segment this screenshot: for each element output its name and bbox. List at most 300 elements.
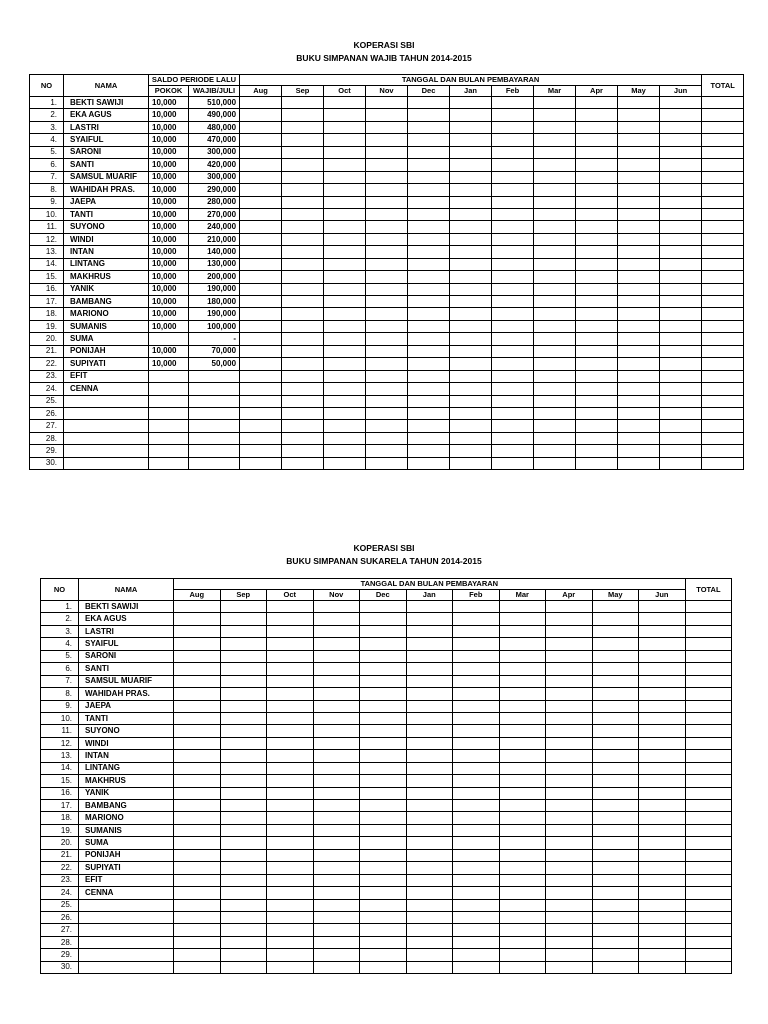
payment-cell-mar[interactable] [499, 775, 546, 787]
payment-cell-oct[interactable] [267, 800, 314, 812]
payment-cell-may[interactable] [618, 445, 660, 457]
payment-cell-jan[interactable] [450, 146, 492, 158]
payment-cell-sep[interactable] [220, 663, 267, 675]
payment-cell-apr[interactable] [546, 949, 593, 961]
payment-cell-sep[interactable] [282, 171, 324, 183]
total-cell[interactable] [685, 911, 732, 923]
total-cell[interactable] [685, 725, 732, 737]
payment-cell-nov[interactable] [313, 887, 360, 899]
payment-cell-jun[interactable] [639, 775, 686, 787]
payment-cell-apr[interactable] [546, 824, 593, 836]
payment-cell-aug[interactable] [240, 109, 282, 121]
payment-cell-feb[interactable] [453, 663, 500, 675]
payment-cell-mar[interactable] [499, 787, 546, 799]
payment-cell-nov[interactable] [313, 775, 360, 787]
payment-cell-sep[interactable] [220, 849, 267, 861]
payment-cell-aug[interactable] [174, 787, 221, 799]
payment-cell-apr[interactable] [546, 613, 593, 625]
payment-cell-dec[interactable] [360, 688, 407, 700]
total-cell[interactable] [685, 625, 732, 637]
payment-cell-jan[interactable] [406, 924, 453, 936]
payment-cell-nov[interactable] [313, 650, 360, 662]
payment-cell-nov[interactable] [313, 688, 360, 700]
payment-cell-sep[interactable] [282, 159, 324, 171]
payment-cell-may[interactable] [618, 271, 660, 283]
payment-cell-feb[interactable] [453, 924, 500, 936]
payment-cell-mar[interactable] [534, 283, 576, 295]
payment-cell-feb[interactable] [492, 308, 534, 320]
payment-cell-sep[interactable] [282, 333, 324, 345]
payment-cell-may[interactable] [618, 333, 660, 345]
payment-cell-may[interactable] [592, 936, 639, 948]
payment-cell-apr[interactable] [576, 383, 618, 395]
payment-cell-jun[interactable] [639, 862, 686, 874]
payment-cell-aug[interactable] [240, 457, 282, 469]
payment-cell-jan[interactable] [406, 725, 453, 737]
payment-cell-jun[interactable] [660, 159, 702, 171]
payment-cell-dec[interactable] [408, 383, 450, 395]
payment-cell-aug[interactable] [174, 638, 221, 650]
payment-cell-sep[interactable] [282, 221, 324, 233]
payment-cell-aug[interactable] [240, 97, 282, 109]
payment-cell-oct[interactable] [324, 208, 366, 220]
payment-cell-may[interactable] [618, 246, 660, 258]
payment-cell-oct[interactable] [324, 333, 366, 345]
payment-cell-oct[interactable] [267, 762, 314, 774]
payment-cell-oct[interactable] [324, 134, 366, 146]
payment-cell-sep[interactable] [220, 800, 267, 812]
payment-cell-apr[interactable] [576, 134, 618, 146]
payment-cell-apr[interactable] [546, 862, 593, 874]
payment-cell-mar[interactable] [534, 420, 576, 432]
payment-cell-jun[interactable] [660, 358, 702, 370]
payment-cell-sep[interactable] [220, 762, 267, 774]
payment-cell-may[interactable] [618, 358, 660, 370]
payment-cell-sep[interactable] [282, 258, 324, 270]
payment-cell-nov[interactable] [366, 432, 408, 444]
payment-cell-dec[interactable] [360, 911, 407, 923]
payment-cell-jun[interactable] [639, 688, 686, 700]
payment-cell-jun[interactable] [660, 109, 702, 121]
total-cell[interactable] [702, 196, 744, 208]
payment-cell-nov[interactable] [366, 296, 408, 308]
payment-cell-apr[interactable] [546, 625, 593, 637]
payment-cell-jan[interactable] [406, 650, 453, 662]
payment-cell-nov[interactable] [313, 862, 360, 874]
payment-cell-nov[interactable] [313, 613, 360, 625]
payment-cell-sep[interactable] [220, 675, 267, 687]
payment-cell-feb[interactable] [453, 625, 500, 637]
payment-cell-apr[interactable] [576, 208, 618, 220]
payment-cell-oct[interactable] [324, 395, 366, 407]
payment-cell-nov[interactable] [366, 308, 408, 320]
total-cell[interactable] [702, 308, 744, 320]
payment-cell-jun[interactable] [639, 812, 686, 824]
payment-cell-dec[interactable] [408, 370, 450, 382]
payment-cell-feb[interactable] [492, 258, 534, 270]
payment-cell-mar[interactable] [499, 899, 546, 911]
payment-cell-nov[interactable] [313, 638, 360, 650]
payment-cell-apr[interactable] [576, 345, 618, 357]
payment-cell-jun[interactable] [639, 911, 686, 923]
payment-cell-feb[interactable] [492, 134, 534, 146]
payment-cell-oct[interactable] [267, 936, 314, 948]
payment-cell-mar[interactable] [534, 457, 576, 469]
payment-cell-aug[interactable] [174, 949, 221, 961]
payment-cell-mar[interactable] [534, 370, 576, 382]
payment-cell-aug[interactable] [240, 445, 282, 457]
payment-cell-feb[interactable] [492, 221, 534, 233]
payment-cell-feb[interactable] [492, 171, 534, 183]
payment-cell-nov[interactable] [366, 196, 408, 208]
payment-cell-jun[interactable] [639, 887, 686, 899]
total-cell[interactable] [702, 171, 744, 183]
payment-cell-apr[interactable] [546, 787, 593, 799]
payment-cell-oct[interactable] [324, 445, 366, 457]
payment-cell-may[interactable] [592, 675, 639, 687]
payment-cell-nov[interactable] [366, 258, 408, 270]
payment-cell-aug[interactable] [240, 333, 282, 345]
payment-cell-jan[interactable] [450, 445, 492, 457]
payment-cell-oct[interactable] [267, 924, 314, 936]
payment-cell-aug[interactable] [174, 862, 221, 874]
payment-cell-dec[interactable] [360, 837, 407, 849]
payment-cell-sep[interactable] [282, 383, 324, 395]
total-cell[interactable] [702, 383, 744, 395]
payment-cell-sep[interactable] [220, 936, 267, 948]
payment-cell-mar[interactable] [534, 395, 576, 407]
total-cell[interactable] [702, 358, 744, 370]
payment-cell-apr[interactable] [546, 712, 593, 724]
payment-cell-mar[interactable] [499, 762, 546, 774]
payment-cell-mar[interactable] [499, 663, 546, 675]
payment-cell-sep[interactable] [282, 358, 324, 370]
payment-cell-jan[interactable] [406, 737, 453, 749]
payment-cell-nov[interactable] [313, 800, 360, 812]
payment-cell-sep[interactable] [282, 432, 324, 444]
payment-cell-jan[interactable] [450, 383, 492, 395]
payment-cell-apr[interactable] [546, 762, 593, 774]
payment-cell-aug[interactable] [174, 688, 221, 700]
payment-cell-jan[interactable] [406, 750, 453, 762]
payment-cell-dec[interactable] [360, 949, 407, 961]
payment-cell-dec[interactable] [408, 146, 450, 158]
payment-cell-aug[interactable] [240, 308, 282, 320]
payment-cell-dec[interactable] [408, 407, 450, 419]
payment-cell-oct[interactable] [267, 837, 314, 849]
payment-cell-jan[interactable] [406, 899, 453, 911]
payment-cell-aug[interactable] [240, 246, 282, 258]
payment-cell-aug[interactable] [240, 221, 282, 233]
payment-cell-jan[interactable] [406, 688, 453, 700]
payment-cell-jan[interactable] [406, 961, 453, 973]
payment-cell-oct[interactable] [324, 308, 366, 320]
payment-cell-nov[interactable] [313, 762, 360, 774]
payment-cell-nov[interactable] [366, 420, 408, 432]
payment-cell-feb[interactable] [492, 271, 534, 283]
payment-cell-may[interactable] [592, 613, 639, 625]
payment-cell-apr[interactable] [546, 663, 593, 675]
payment-cell-oct[interactable] [267, 601, 314, 613]
payment-cell-apr[interactable] [576, 233, 618, 245]
payment-cell-sep[interactable] [220, 712, 267, 724]
payment-cell-feb[interactable] [492, 196, 534, 208]
total-cell[interactable] [685, 787, 732, 799]
total-cell[interactable] [702, 159, 744, 171]
total-cell[interactable] [702, 296, 744, 308]
payment-cell-aug[interactable] [174, 775, 221, 787]
payment-cell-feb[interactable] [453, 887, 500, 899]
payment-cell-jan[interactable] [450, 171, 492, 183]
payment-cell-sep[interactable] [282, 283, 324, 295]
payment-cell-apr[interactable] [576, 246, 618, 258]
payment-cell-sep[interactable] [282, 184, 324, 196]
payment-cell-dec[interactable] [360, 787, 407, 799]
payment-cell-feb[interactable] [453, 775, 500, 787]
total-cell[interactable] [685, 812, 732, 824]
payment-cell-dec[interactable] [360, 675, 407, 687]
total-cell[interactable] [702, 445, 744, 457]
payment-cell-dec[interactable] [360, 924, 407, 936]
payment-cell-oct[interactable] [267, 849, 314, 861]
payment-cell-mar[interactable] [534, 308, 576, 320]
payment-cell-mar[interactable] [534, 109, 576, 121]
total-cell[interactable] [702, 333, 744, 345]
payment-cell-jun[interactable] [639, 625, 686, 637]
payment-cell-dec[interactable] [408, 271, 450, 283]
payment-cell-dec[interactable] [408, 121, 450, 133]
payment-cell-jan[interactable] [406, 800, 453, 812]
payment-cell-dec[interactable] [408, 196, 450, 208]
payment-cell-mar[interactable] [534, 358, 576, 370]
payment-cell-dec[interactable] [408, 333, 450, 345]
payment-cell-may[interactable] [592, 824, 639, 836]
payment-cell-aug[interactable] [240, 420, 282, 432]
payment-cell-aug[interactable] [240, 320, 282, 332]
payment-cell-dec[interactable] [360, 725, 407, 737]
total-cell[interactable] [685, 663, 732, 675]
payment-cell-dec[interactable] [360, 800, 407, 812]
payment-cell-feb[interactable] [492, 233, 534, 245]
payment-cell-jun[interactable] [639, 650, 686, 662]
payment-cell-may[interactable] [618, 407, 660, 419]
payment-cell-feb[interactable] [453, 949, 500, 961]
payment-cell-feb[interactable] [453, 613, 500, 625]
payment-cell-aug[interactable] [240, 296, 282, 308]
payment-cell-nov[interactable] [366, 146, 408, 158]
payment-cell-oct[interactable] [324, 146, 366, 158]
total-cell[interactable] [685, 775, 732, 787]
payment-cell-dec[interactable] [360, 936, 407, 948]
total-cell[interactable] [685, 874, 732, 886]
total-cell[interactable] [685, 737, 732, 749]
payment-cell-dec[interactable] [360, 613, 407, 625]
payment-cell-dec[interactable] [360, 874, 407, 886]
payment-cell-may[interactable] [618, 420, 660, 432]
payment-cell-oct[interactable] [324, 432, 366, 444]
payment-cell-dec[interactable] [408, 221, 450, 233]
payment-cell-jan[interactable] [406, 775, 453, 787]
total-cell[interactable] [702, 370, 744, 382]
payment-cell-sep[interactable] [220, 613, 267, 625]
payment-cell-jan[interactable] [406, 625, 453, 637]
payment-cell-dec[interactable] [360, 650, 407, 662]
payment-cell-may[interactable] [618, 233, 660, 245]
payment-cell-may[interactable] [592, 737, 639, 749]
payment-cell-may[interactable] [592, 725, 639, 737]
total-cell[interactable] [685, 924, 732, 936]
payment-cell-jun[interactable] [660, 420, 702, 432]
payment-cell-nov[interactable] [313, 949, 360, 961]
total-cell[interactable] [685, 887, 732, 899]
payment-cell-jun[interactable] [660, 246, 702, 258]
payment-cell-mar[interactable] [499, 924, 546, 936]
payment-cell-mar[interactable] [534, 221, 576, 233]
payment-cell-feb[interactable] [453, 725, 500, 737]
payment-cell-feb[interactable] [492, 246, 534, 258]
payment-cell-nov[interactable] [313, 911, 360, 923]
payment-cell-mar[interactable] [534, 208, 576, 220]
payment-cell-feb[interactable] [492, 383, 534, 395]
payment-cell-jun[interactable] [660, 233, 702, 245]
payment-cell-oct[interactable] [324, 407, 366, 419]
payment-cell-feb[interactable] [492, 358, 534, 370]
payment-cell-sep[interactable] [220, 862, 267, 874]
payment-cell-jan[interactable] [450, 97, 492, 109]
payment-cell-nov[interactable] [366, 159, 408, 171]
payment-cell-nov[interactable] [313, 725, 360, 737]
payment-cell-jan[interactable] [406, 849, 453, 861]
payment-cell-may[interactable] [618, 395, 660, 407]
payment-cell-dec[interactable] [408, 159, 450, 171]
payment-cell-nov[interactable] [366, 233, 408, 245]
payment-cell-sep[interactable] [220, 601, 267, 613]
payment-cell-aug[interactable] [240, 407, 282, 419]
payment-cell-feb[interactable] [453, 762, 500, 774]
payment-cell-may[interactable] [618, 159, 660, 171]
payment-cell-mar[interactable] [499, 700, 546, 712]
payment-cell-aug[interactable] [174, 737, 221, 749]
payment-cell-aug[interactable] [174, 849, 221, 861]
payment-cell-dec[interactable] [408, 171, 450, 183]
payment-cell-jun[interactable] [660, 196, 702, 208]
payment-cell-jan[interactable] [406, 663, 453, 675]
payment-cell-mar[interactable] [499, 949, 546, 961]
payment-cell-may[interactable] [592, 800, 639, 812]
payment-cell-mar[interactable] [499, 675, 546, 687]
payment-cell-mar[interactable] [534, 445, 576, 457]
payment-cell-sep[interactable] [220, 638, 267, 650]
payment-cell-may[interactable] [618, 146, 660, 158]
payment-cell-mar[interactable] [499, 874, 546, 886]
payment-cell-apr[interactable] [546, 812, 593, 824]
payment-cell-jun[interactable] [660, 184, 702, 196]
payment-cell-nov[interactable] [313, 824, 360, 836]
payment-cell-oct[interactable] [267, 862, 314, 874]
payment-cell-feb[interactable] [492, 320, 534, 332]
payment-cell-nov[interactable] [366, 320, 408, 332]
payment-cell-may[interactable] [618, 345, 660, 357]
payment-cell-oct[interactable] [324, 383, 366, 395]
payment-cell-mar[interactable] [534, 159, 576, 171]
payment-cell-sep[interactable] [282, 395, 324, 407]
payment-cell-jan[interactable] [450, 121, 492, 133]
payment-cell-jun[interactable] [660, 283, 702, 295]
payment-cell-mar[interactable] [499, 712, 546, 724]
payment-cell-mar[interactable] [534, 134, 576, 146]
payment-cell-aug[interactable] [240, 358, 282, 370]
payment-cell-oct[interactable] [267, 949, 314, 961]
payment-cell-mar[interactable] [534, 296, 576, 308]
payment-cell-aug[interactable] [240, 184, 282, 196]
payment-cell-aug[interactable] [174, 924, 221, 936]
payment-cell-jan[interactable] [406, 787, 453, 799]
total-cell[interactable] [702, 407, 744, 419]
payment-cell-may[interactable] [592, 650, 639, 662]
payment-cell-aug[interactable] [174, 650, 221, 662]
payment-cell-apr[interactable] [576, 121, 618, 133]
payment-cell-aug[interactable] [240, 383, 282, 395]
payment-cell-may[interactable] [618, 320, 660, 332]
total-cell[interactable] [685, 899, 732, 911]
payment-cell-jun[interactable] [660, 395, 702, 407]
payment-cell-nov[interactable] [313, 750, 360, 762]
payment-cell-aug[interactable] [174, 911, 221, 923]
payment-cell-mar[interactable] [534, 184, 576, 196]
payment-cell-apr[interactable] [576, 320, 618, 332]
payment-cell-jan[interactable] [450, 208, 492, 220]
payment-cell-sep[interactable] [282, 320, 324, 332]
total-cell[interactable] [702, 457, 744, 469]
payment-cell-feb[interactable] [492, 407, 534, 419]
payment-cell-sep[interactable] [282, 407, 324, 419]
payment-cell-sep[interactable] [220, 824, 267, 836]
payment-cell-apr[interactable] [546, 650, 593, 662]
payment-cell-aug[interactable] [240, 171, 282, 183]
payment-cell-aug[interactable] [240, 208, 282, 220]
payment-cell-jan[interactable] [406, 700, 453, 712]
payment-cell-jun[interactable] [639, 712, 686, 724]
payment-cell-mar[interactable] [499, 725, 546, 737]
payment-cell-may[interactable] [618, 308, 660, 320]
payment-cell-jan[interactable] [450, 370, 492, 382]
payment-cell-may[interactable] [618, 258, 660, 270]
payment-cell-jan[interactable] [406, 762, 453, 774]
payment-cell-feb[interactable] [492, 283, 534, 295]
payment-cell-sep[interactable] [220, 899, 267, 911]
payment-cell-jun[interactable] [660, 432, 702, 444]
payment-cell-feb[interactable] [492, 333, 534, 345]
payment-cell-feb[interactable] [492, 370, 534, 382]
payment-cell-sep[interactable] [220, 775, 267, 787]
payment-cell-oct[interactable] [324, 233, 366, 245]
payment-cell-nov[interactable] [366, 134, 408, 146]
payment-cell-dec[interactable] [360, 862, 407, 874]
payment-cell-nov[interactable] [313, 712, 360, 724]
payment-cell-jun[interactable] [660, 296, 702, 308]
payment-cell-sep[interactable] [220, 949, 267, 961]
total-cell[interactable] [702, 258, 744, 270]
payment-cell-sep[interactable] [220, 688, 267, 700]
payment-cell-dec[interactable] [408, 296, 450, 308]
payment-cell-oct[interactable] [267, 911, 314, 923]
payment-cell-may[interactable] [618, 208, 660, 220]
payment-cell-jun[interactable] [660, 445, 702, 457]
payment-cell-dec[interactable] [360, 762, 407, 774]
payment-cell-jun[interactable] [660, 134, 702, 146]
payment-cell-aug[interactable] [240, 146, 282, 158]
payment-cell-dec[interactable] [408, 246, 450, 258]
